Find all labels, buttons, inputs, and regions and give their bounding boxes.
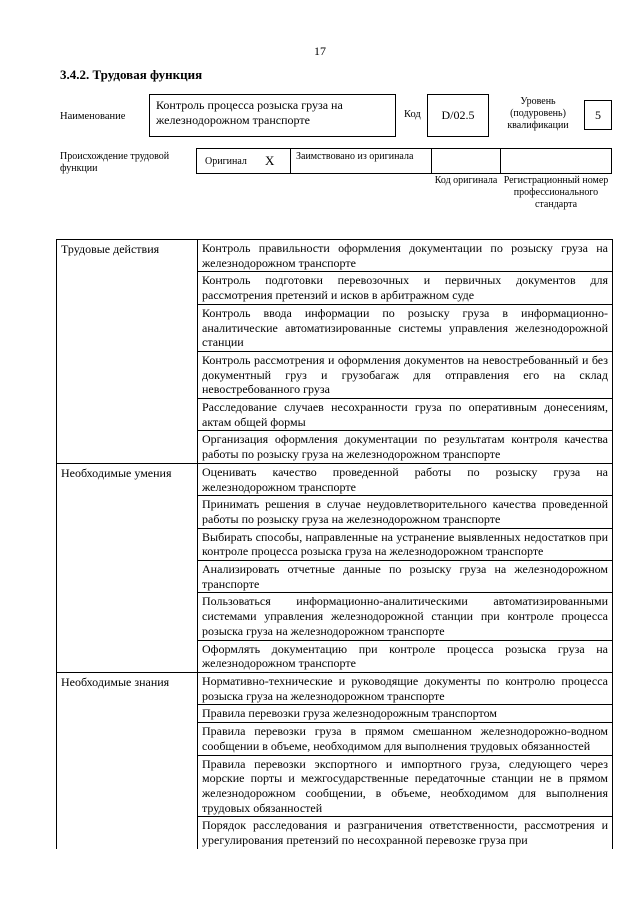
original-mark: X (265, 153, 275, 168)
table-cell: Нормативно-технические и руководящие документы по контролю процесса розыска груза на железнодорожном транспорте (198, 672, 613, 704)
function-details-table (56, 239, 613, 849)
table-cell: Анализировать отчетные данные по розыску груза на железнодорожном транспорте (198, 561, 613, 593)
page-number: 17 (314, 44, 326, 58)
original-code-cell (431, 148, 501, 174)
table-cell: Контроль рассмотрения и оформления документов на невостребованный и без документный груз и грузобагаж для отправления его на склад невостребованного груза (198, 351, 613, 398)
table-cell: Принимать решения в случае неудовлетворительного качества проведенной работы по розыску груза на железнодорожном транспорте (198, 496, 613, 528)
name-label: Наименование (60, 111, 126, 122)
table-cell: Правила перевозки экспортного и импортного груза, следующего через морские порты и межгосударственные передаточные станции не в прямом железнодорожном сообщении, в объеме, необходимом для выполнения трудовых обязанностей (198, 755, 613, 817)
table-cell: Оформлять документацию при контроле процесса розыска груза на железнодорожном транспорте (198, 640, 613, 672)
level-box: 5 (584, 100, 612, 130)
borrowed-cell (290, 148, 432, 174)
table-cell: Контроль подготовки перевозочных и первичных документов для рассмотрения претензий и исков в арбитражном суде (198, 272, 613, 304)
category-required-skills: Необходимые умения (57, 463, 198, 672)
table-cell: Пользоваться информационно-аналитическими автоматизированными системами управления железнодорожной станции при контроле процесса розыска груза на железнодорожном транспорте (198, 593, 613, 640)
origin-label: Происхождение трудовой функции (60, 151, 170, 174)
level-label: Уровень (подуровень) квалификации (507, 96, 569, 131)
origin-grid (196, 148, 612, 174)
table-cell: Правила перевозки груза железнодорожным транспортом (198, 705, 613, 723)
table-cell: Правила перевозки груза в прямом смешанном железнодорожно-водном сообщении в объеме, необходимом для выполнения трудовых обязанностей (198, 723, 613, 755)
table-cell: Расследование случаев несохранности груза по оперативным донесениям, актам общей формы (198, 399, 613, 431)
table-row (57, 463, 613, 495)
registration-number-caption: Регистрационный номер профессионального стандарта (503, 175, 609, 210)
table-cell: Порядок расследования и разграничения ответственности, рассмотрения и урегулирования претензий по несохранной перевозке груза при (198, 817, 613, 849)
category-required-knowledge: Необходимые знания (57, 672, 198, 848)
original-cell (196, 148, 291, 174)
table-cell: Контроль ввода информации по розыску груза в информационно-аналитические автоматизированные системы управления железнодорожной станции (198, 304, 613, 351)
function-name-box: Контроль процесса розыска груза на железнодорожном транспорте (149, 94, 396, 137)
category-labor-actions: Трудовые действия (57, 240, 198, 464)
borrowed-label: Заимствовано из оригинала (296, 151, 414, 162)
section-title: 3.4.2. Трудовая функция (60, 67, 203, 82)
table-cell: Выбирать способы, направленные на устранение выявленных недостатков при контроле процесса розыска груза на железнодорожном транспорте (198, 528, 613, 560)
table-cell: Оценивать качество проведенной работы по розыску груза на железнодорожном транспорте (198, 463, 613, 495)
table-cell: Организация оформления документации по результатам контроля качества работы по розыску груза на железнодорожном транспорте (198, 431, 613, 463)
original-code-caption: Код оригинала (434, 175, 498, 186)
code-box: D/02.5 (427, 94, 489, 137)
original-label: Оригинал (205, 156, 247, 167)
table-row (57, 672, 613, 704)
registration-number-cell (500, 148, 612, 174)
code-label: Код (404, 109, 421, 120)
table-cell: Контроль правильности оформления документации по розыску груза на железнодорожном транспорте (198, 240, 613, 272)
table-row (57, 240, 613, 272)
